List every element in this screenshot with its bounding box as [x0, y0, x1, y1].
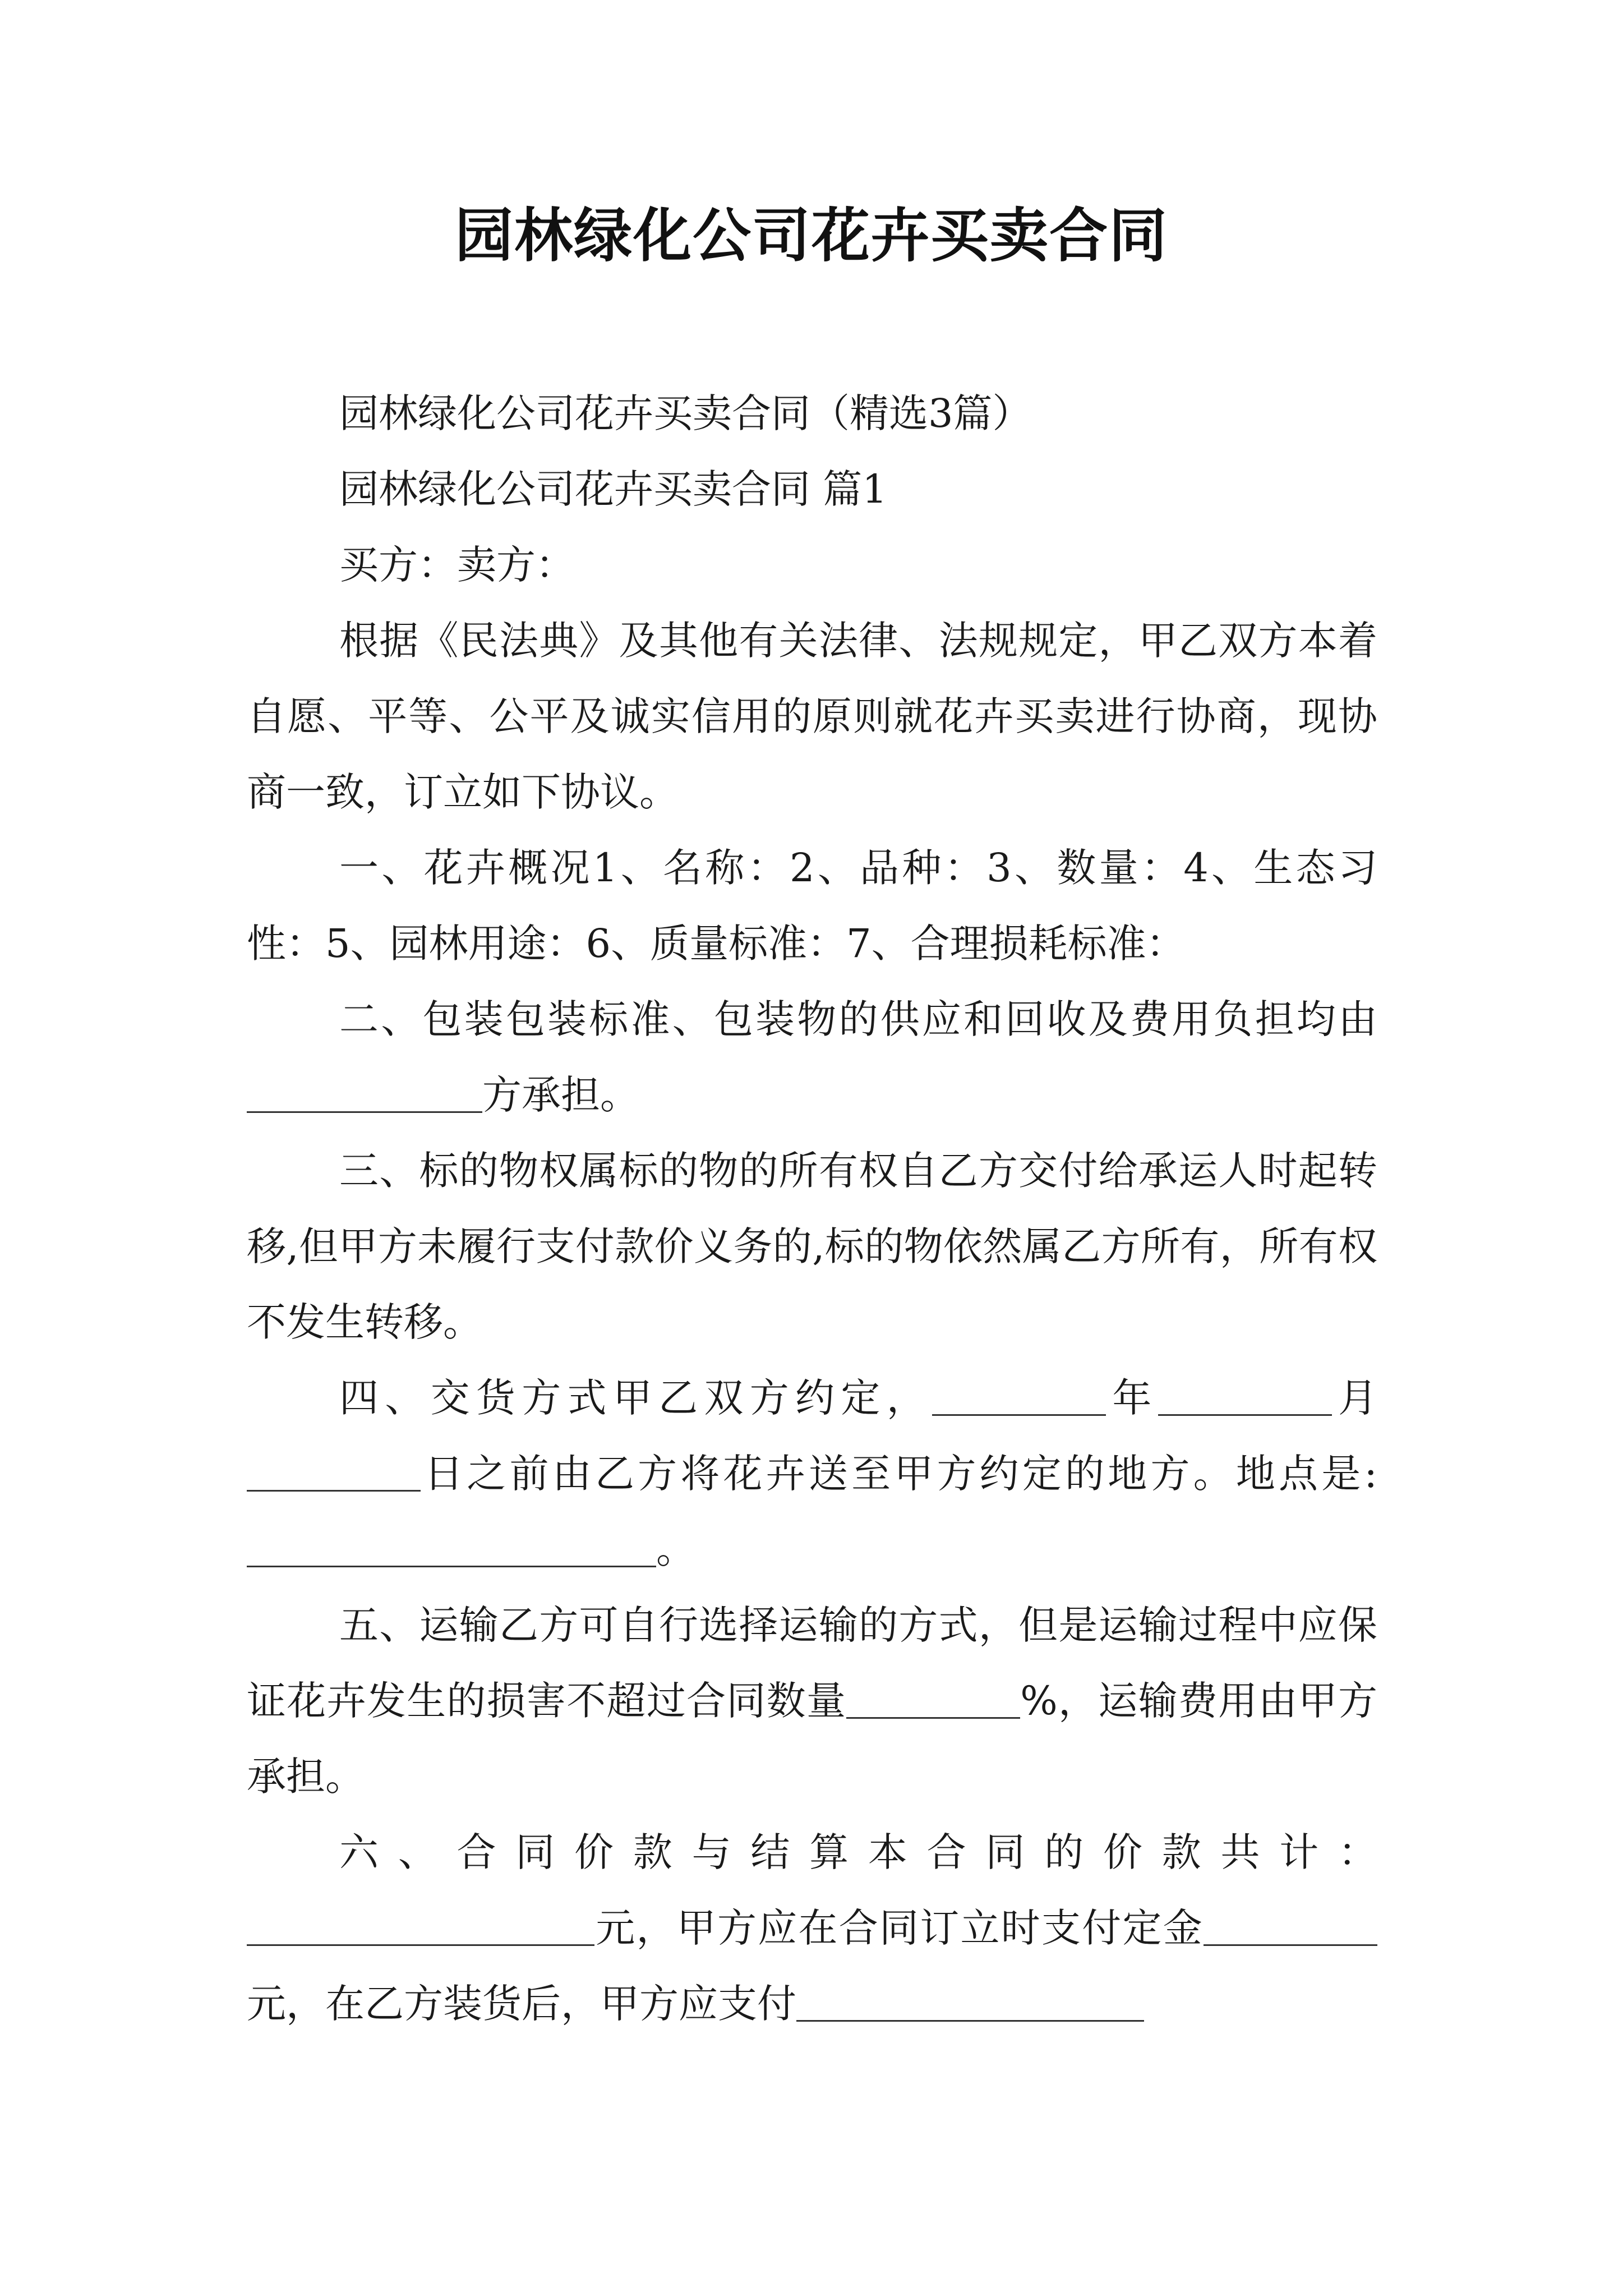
fill-blank-total-price[interactable] — [247, 1905, 594, 1946]
clause-4-text-2: 日之前由乙方将花卉送至甲方约定的地方。地点是: — [421, 1451, 1377, 1497]
fill-blank-day[interactable] — [247, 1451, 421, 1492]
clause-2-paragraph — [247, 982, 1377, 1133]
clause-4-end: 。 — [656, 1526, 695, 1572]
fill-blank-percent[interactable] — [846, 1678, 1020, 1719]
preamble-paragraph: 根据《民法典》及其他有关法律、法规规定，甲乙双方本着自愿、平等、公平及诚实信用的原则就花卉买卖进行协商，现协商一致，订立如下协议。 — [247, 618, 1377, 815]
clause-2-text-end: 方承担。 — [482, 1072, 639, 1118]
clause-6-paragraph — [247, 1815, 1377, 2042]
clause-5-text: 五、运输乙方可自行选择运输的方式，但是运输过程中应保证花卉发生的损害不超过合同数量 — [247, 1602, 1377, 1724]
clause-6-text-3: 元，在乙方装货后，甲方应支付 — [247, 1981, 796, 2027]
section-heading: 园林绿化公司花卉买卖合同 篇1 — [339, 466, 887, 512]
month-label: 月 — [1331, 1375, 1377, 1421]
document-title: 园林绿化公司花卉买卖合同 — [454, 201, 1168, 270]
document-body — [247, 376, 1377, 2042]
clause-6-text: 六、合同价款与结算本合同的价款共计： — [339, 1829, 1377, 1875]
clause-6-text-2: 元，甲方应在合同订立时支付定金 — [594, 1905, 1204, 1951]
clause-3-paragraph: 三、标的物权属标的物的所有权自乙方交付给承运人时起转移,但甲方未履行支付款价义务的,标的物依然属乙方所有，所有权不发生转移。 — [247, 1148, 1377, 1345]
subtitle: 园林绿化公司花卉买卖合同（精选3篇） — [339, 390, 1032, 436]
fill-blank-year[interactable] — [932, 1375, 1106, 1416]
fill-blank-party[interactable] — [247, 1072, 482, 1113]
fill-blank-month[interactable] — [1158, 1375, 1332, 1416]
clause-5-paragraph — [247, 1588, 1377, 1815]
clause-4-text: 四、交货方式甲乙双方约定， — [339, 1375, 933, 1421]
clause-4-paragraph — [247, 1360, 1377, 1588]
clause-5-text-end: %，运输费用由甲方承担。 — [247, 1678, 1378, 1800]
fill-blank-location[interactable] — [247, 1526, 656, 1567]
year-label: 年 — [1106, 1375, 1158, 1421]
parties-line: 买方：卖方： — [339, 542, 575, 588]
clause-1-paragraph: 一、花卉概况1、名称：2、品种：3、数量：4、生态习性：5、园林用途：6、质量标准：7、合理损耗标准： — [247, 845, 1377, 967]
fill-blank-deposit[interactable] — [1204, 1905, 1377, 1946]
fill-blank-payment[interactable] — [796, 1981, 1144, 2022]
clause-2-text: 二、包装包装标准、包装物的供应和回收及费用负担均由 — [339, 996, 1377, 1042]
